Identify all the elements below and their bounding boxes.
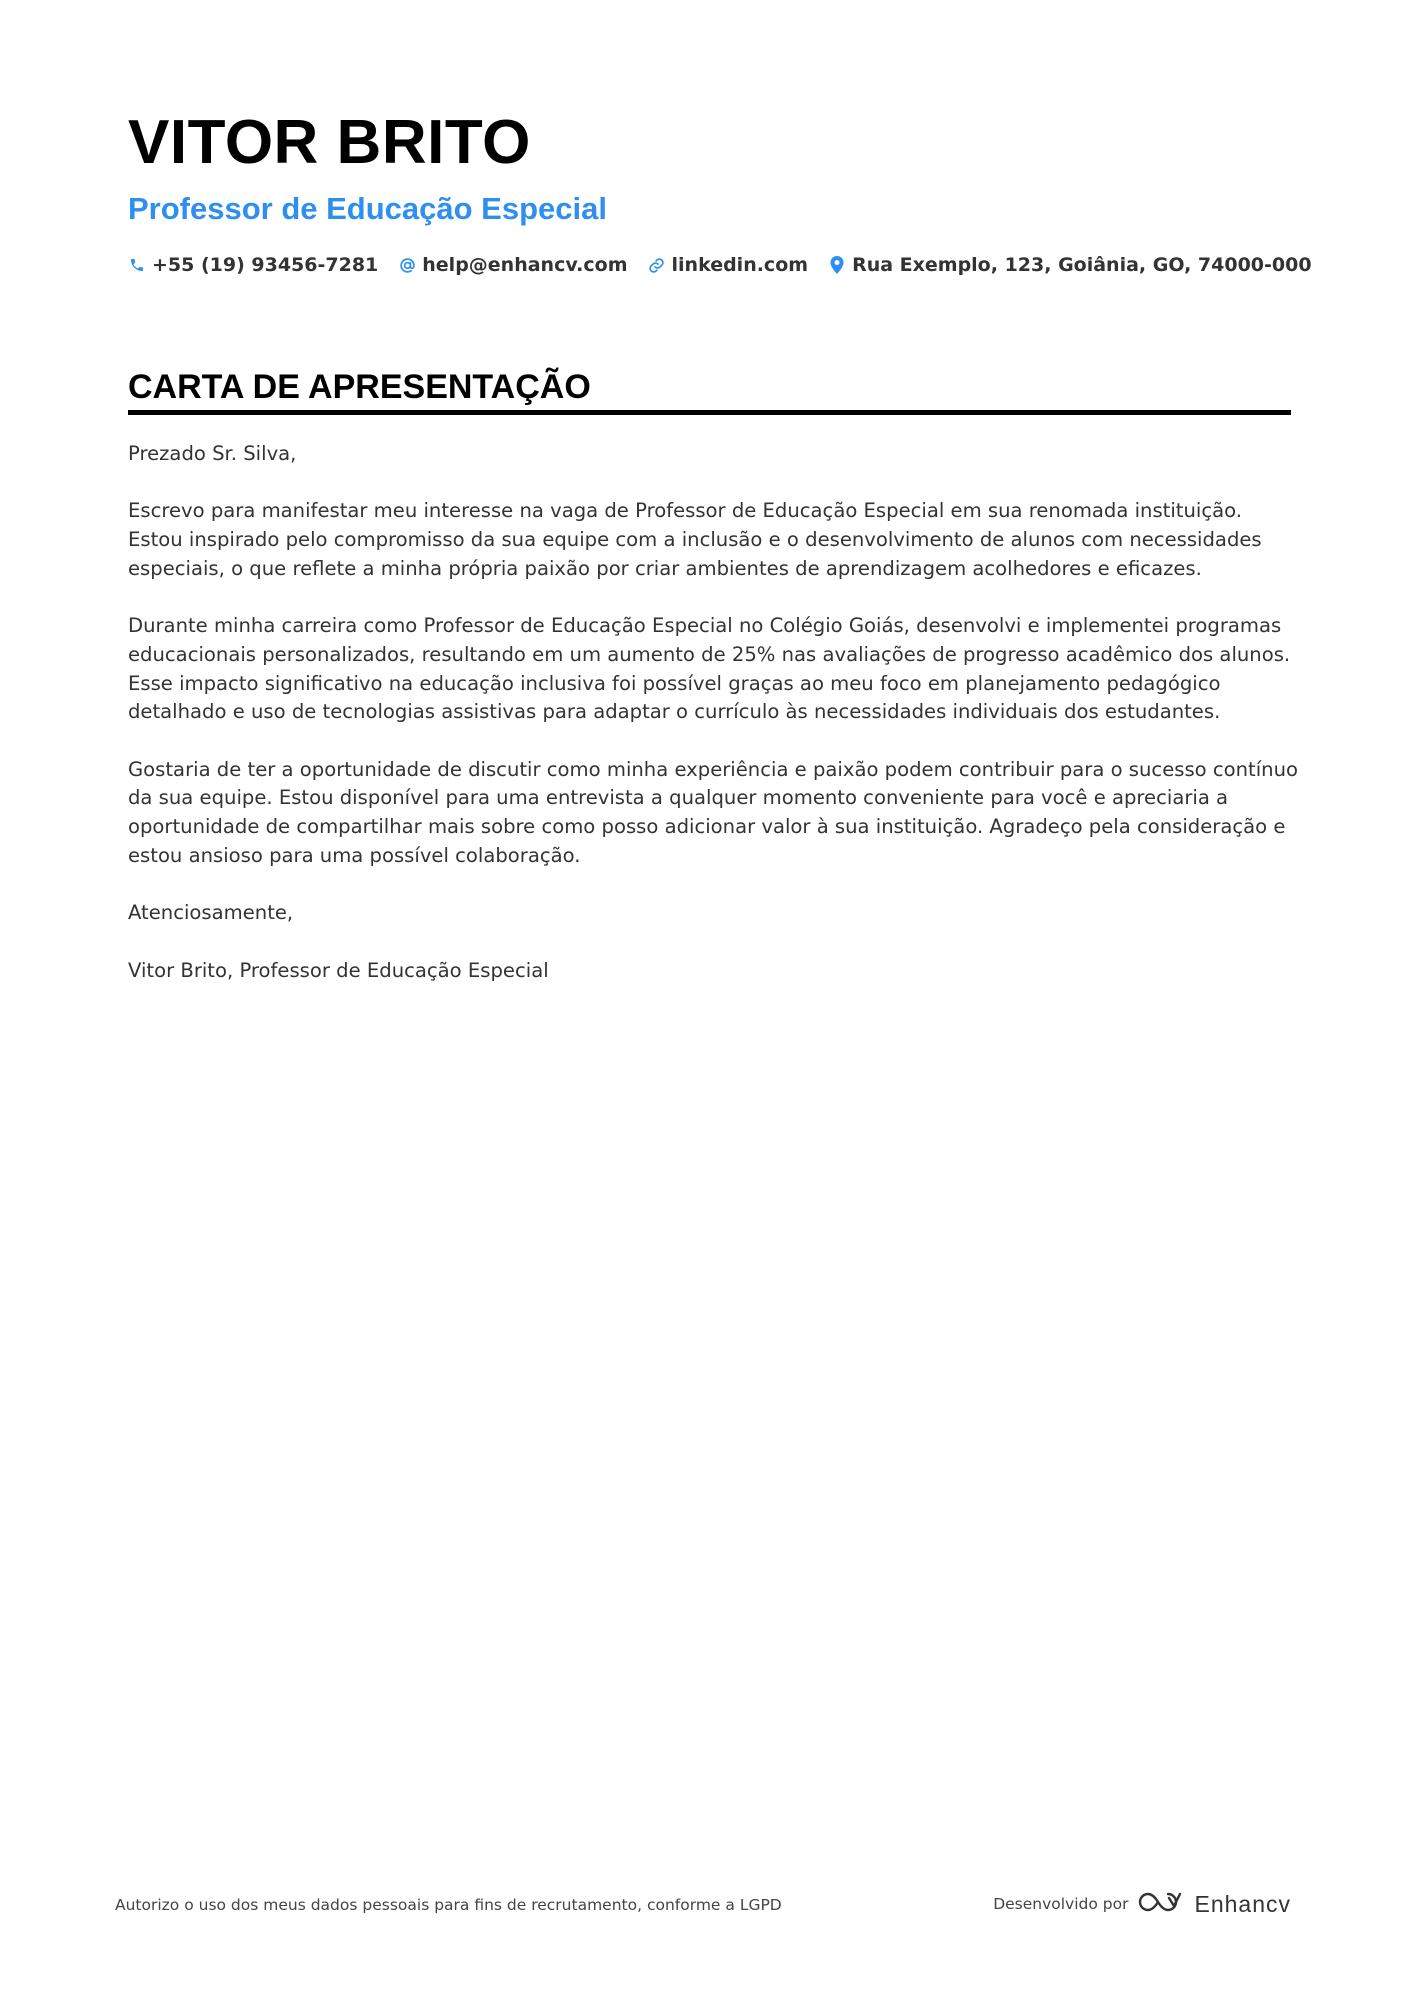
footer-branding[interactable]: [993, 1890, 1291, 1918]
powered-by-label: Desenvolvido por: [993, 1895, 1129, 1913]
linkedin-text: linkedin.com: [671, 254, 809, 276]
contact-phone: [128, 254, 378, 276]
brand-name: Enhancv: [1194, 1890, 1291, 1917]
footer-consent: Autorizo o uso dos meus dados pessoais para fins de recrutamento, conforme a LGPD: [115, 1896, 782, 1914]
at-icon: [398, 256, 416, 274]
letter-paragraph: Escrevo para manifestar meu interesse na vaga de Professor de Educação Especial em sua renomada instituição. Estou inspirado pelo compromisso da sua equipe com a inclusão e o desenvolvimento de alunos com necessidades especiais, o que reflete a minha própria paixão por criar ambientes de aprendizagem acolhedores e eficazes.: [128, 499, 1262, 580]
email-text: help@enhancv.com: [422, 254, 628, 276]
section-title: CARTA DE APRESENTAÇÃO: [128, 368, 591, 406]
letter-closing: Atenciosamente,: [128, 901, 294, 925]
brand-logo: [1138, 1890, 1291, 1918]
candidate-role: Professor de Educação Especial: [128, 191, 607, 226]
letter-paragraph: Durante minha carreira como Professor de Educação Especial no Colégio Goiás, desenvolvi e implementei programas educacionais personalizados, resultando em um aumento de 25% nas avaliações de progresso acadêmico dos alunos. Esse impacto significativo na educação inclusiva foi possível graças ao meu foco em planejamento pedagógico detalhado e uso de tecnologias assistivas para adaptar o currículo às necessidades individuais dos estudantes.: [128, 614, 1291, 724]
location-pin-icon: [828, 256, 846, 274]
candidate-name: VITOR BRITO: [128, 108, 531, 177]
contact-bar: [128, 254, 1312, 276]
address-text: Rua Exemplo, 123, Goiânia, GO, 74000-000: [852, 254, 1312, 276]
link-icon: [648, 256, 666, 274]
letter-greeting: Prezado Sr. Silva,: [128, 442, 297, 465]
contact-address: [828, 254, 1312, 276]
letter-signature: Vitor Brito, Professor de Educação Especial: [128, 958, 549, 982]
contact-email[interactable]: [398, 254, 627, 276]
letter-paragraph: Gostaria de ter a oportunidade de discutir como minha experiência e paixão podem contribuir para o sucesso contínuo da sua equipe. Estou disponível para uma entrevista a qualquer momento conveniente para você e apreciaria a oportunidade de compartilhar mais sobre como posso adicionar valor à sua instituição. Agradeço pela consideração e estou ansioso para uma possível colaboração.: [128, 757, 1299, 867]
contact-linkedin[interactable]: [648, 254, 809, 276]
enhancv-logo-icon: [1138, 1890, 1184, 1918]
section-divider: [128, 410, 1291, 415]
phone-text: +55 (19) 93456-7281: [152, 254, 379, 276]
letter-body: [128, 440, 1298, 1014]
phone-icon: [128, 256, 146, 274]
